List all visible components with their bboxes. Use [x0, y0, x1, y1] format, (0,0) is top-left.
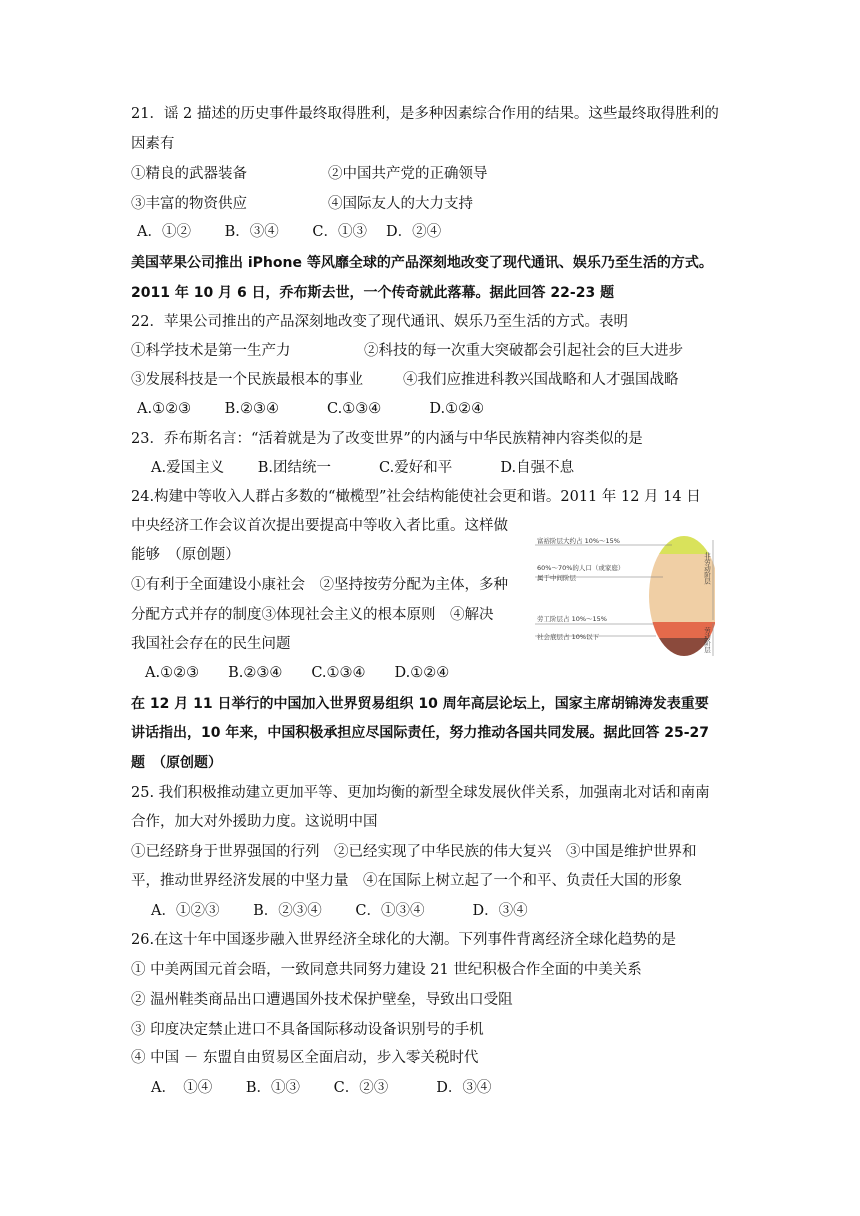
q23-choices: A.爱国主义 B.团结统一 C.爱好和平 D.自强不息 [151, 460, 575, 476]
q25-line3: ①已经跻身于世界强国的行列 ②已经实现了中华民族的伟大复兴 ③中国是维护世界和 [131, 844, 697, 860]
q21-option-1: ①精良的武器装备 [131, 166, 247, 182]
wto-intro-line1: 在 12 月 11 日举行的中国加入世界贸易组织 10 周年高层论坛上，国家主席胡锦涛发表重要 [131, 696, 709, 712]
wto-intro-line2: 讲话指出，10 年来，中国积极承担应尽国际责任，努力推动各国共同发展。据此回答 25-27 [131, 725, 710, 741]
label-middle-2: 属于中间阶层 [537, 574, 576, 582]
q22-option-4: ④我们应推进科教兴国战略和人才强国战略 [403, 372, 679, 388]
q25-line4: 平，推动世界经济发展的中坚力量 ④在国际上树立起了一个和平、负责任大国的形象 [131, 873, 682, 889]
wto-intro-line3: 题 （原创题） [131, 755, 222, 771]
olive-society-figure [529, 532, 715, 660]
q21-option-2: ②中国共产党的正确领导 [328, 166, 488, 182]
q22-option-3: ③发展科技是一个民族最根本的事业 [131, 372, 363, 388]
q21-option-3: ③丰富的物资供应 [131, 196, 247, 212]
q22-choices: A.①②③ B.②③④ C.①③④ D.①②④ [137, 401, 485, 417]
q24-line2: 中央经济工作会议首次提出要提高中等收入者比重。这样做 [131, 518, 508, 534]
q24-line1: 24.构建中等收入人群占多数的“橄榄型”社会结构能使社会更和谐。2011 年 12 月 14 日 [131, 489, 701, 505]
q24-line6: 我国社会存在的民生问题 [131, 636, 291, 652]
q21-option-4: ④国际友人的大力支持 [328, 196, 473, 212]
q24-line4: ①有利于全面建设小康社会 ②坚持按劳分配为主体，多种 [131, 577, 508, 593]
label-rich: 富裕阶层大约占 10%～15% [537, 537, 620, 545]
q24-line3: 能够 （原创题） [131, 547, 240, 563]
label-labor: 劳工阶层占 10%～15% [537, 615, 607, 623]
q23-stem: 23．乔布斯名言：“活着就是为了改变世界”的内涵与中华民族精神内容类似的是 [131, 431, 643, 447]
q25-choices: A．①②③ B．②③④ C．①③④ D．③④ [151, 903, 528, 919]
q21-stem-line1: 21．谣 2 描述的历史事件最终取得胜利，是多种因素综合作用的结果。这些最终取得胜利的 [131, 106, 719, 122]
q26-stem: 26.在这十年中国逐步融入世界经济全球化的大潮。下列事件背离经济全球化趋势的是 [131, 932, 677, 948]
q22-stem: 22．苹果公司推出的产品深刻地改变了现代通讯、娱乐乃至生活的方式。表明 [131, 314, 628, 330]
q25-stem-line2: 合作，加大对外援助力度。这说明中国 [131, 814, 378, 830]
q26-option-1: ① 中美两国元首会晤，一致同意共同努力建设 21 世纪积极合作全面的中美关系 [131, 962, 642, 978]
q21-stem-line2: 因素有 [131, 136, 175, 152]
q26-option-3: ③ 印度决定禁止进口不具备国际移动设备识别号的手机 [131, 1022, 484, 1038]
q26-option-2: ② 温州鞋类商品出口遭遇国外技术保护壁垒，导致出口受阻 [131, 992, 513, 1008]
q26-option-4: ④ 中国 － 东盟自由贸易区全面启动，步入零关税时代 [131, 1050, 479, 1066]
side-label-labor: 劳动阶层 [703, 627, 711, 653]
q25-stem-line1: 25. 我们积极推动建立更加平等、更加均衡的新型全球发展伙伴关系，加强南北对话和南南 [131, 785, 710, 801]
apple-intro-line1: 美国苹果公司推出 iPhone 等风靡全球的产品深刻地改变了现代通讯、娱乐乃至生活的方式。 [131, 255, 713, 271]
q26-choices: A． ①④ B．①③ C．②③ D．③④ [151, 1080, 492, 1096]
label-bottom: 社会底层占 10%以下 [537, 633, 600, 641]
apple-intro-line2: 2011 年 10 月 6 日，乔布斯去世，一个传奇就此落幕。据此回答 22-23 题 [131, 285, 615, 301]
q22-option-1: ①科学技术是第一生产力 [131, 343, 291, 359]
label-middle-1: 60%～70%的人口（或家庭） [537, 564, 625, 572]
q24-choices: A.①②③ B.②③④ C.①③④ D.①②④ [145, 665, 450, 681]
band-rich [644, 532, 715, 554]
q24-line5: 分配方式并存的制度③体现社会主义的根本原则 ④解决 [131, 607, 494, 623]
q21-choices: A．①② B．③④ C．①③ D．②④ [137, 224, 442, 240]
q22-option-2: ②科技的每一次重大突破都会引起社会的巨大进步 [364, 343, 683, 359]
side-label-nonlabor: 非劳动阶层 [703, 552, 711, 585]
olive-society-svg [529, 532, 715, 660]
